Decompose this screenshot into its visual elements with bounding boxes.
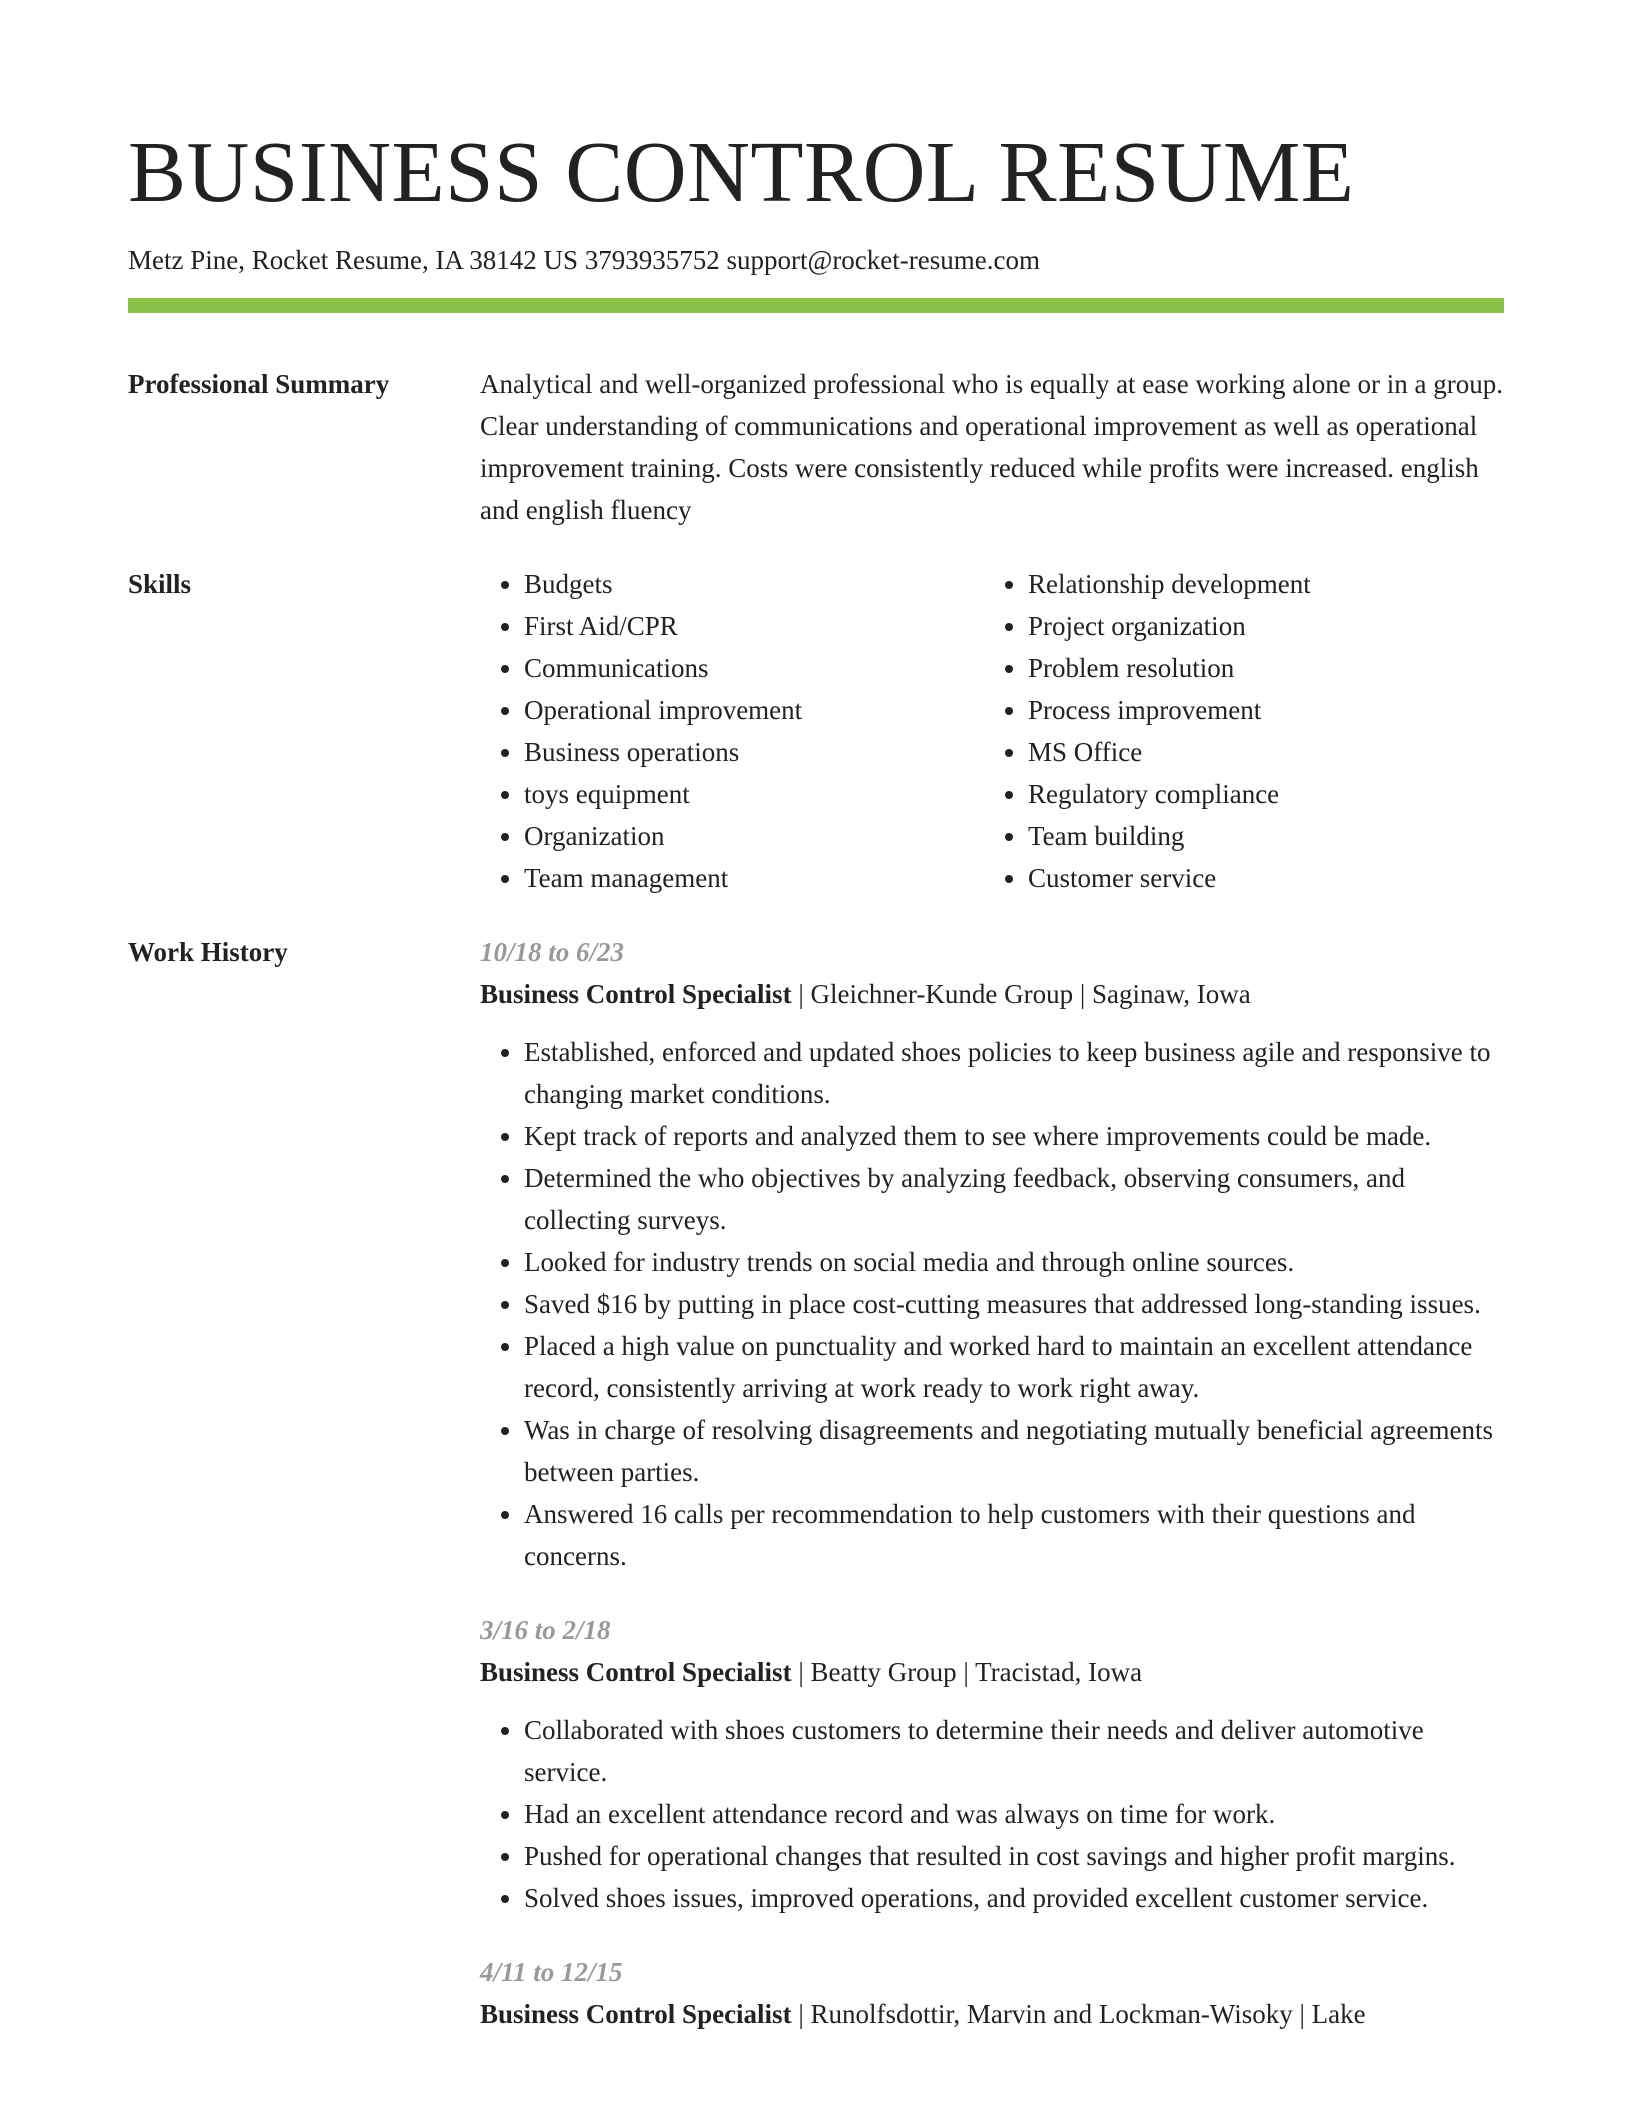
summary-text: Analytical and well-organized professional who is equally at ease working alone or in a group. Clear understanding of communications and operational improvement as well as operational improvement training. Costs were consistently reduced while profits were increased. english and english fluency: [480, 369, 1503, 525]
job-bullet: • Placed a high value on punctuality and worked hard to maintain an excellent attendance record, consistently arriving at work ready to work right away.: [524, 1325, 1504, 1409]
skill-item: • Customer service: [1028, 857, 1488, 899]
job-dates: 3/16 to 2/18: [480, 1615, 611, 1645]
skill-item: • toys equipment: [524, 773, 984, 815]
professional-summary-section: [128, 363, 1504, 531]
skill-item: • Team management: [524, 857, 984, 899]
job-employer-location: | Gleichner-Kunde Group | Saginaw, Iowa: [791, 979, 1251, 1009]
header-divider: [128, 298, 1504, 313]
skill-item: • Relationship development: [1028, 563, 1488, 605]
job-title-line: [480, 973, 1504, 1015]
job-bullet: • Solved shoes issues, improved operations, and provided excellent customer service.: [524, 1877, 1504, 1919]
job-bullet: • Had an excellent attendance record and was always on time for work.: [524, 1793, 1504, 1835]
skill-item: • Operational improvement: [524, 689, 984, 731]
skill-item: • Problem resolution: [1028, 647, 1488, 689]
section-body: [480, 363, 1504, 531]
job-bullet: • Pushed for operational changes that resulted in cost savings and higher profit margins.: [524, 1835, 1504, 1877]
job-dates: 4/11 to 12/15: [480, 1957, 623, 1987]
job-title-line: [480, 1651, 1504, 1693]
skill-item: • Project organization: [1028, 605, 1488, 647]
section-heading: Work History: [128, 937, 288, 967]
skill-item: • Organization: [524, 815, 984, 857]
skill-item: • First Aid/CPR: [524, 605, 984, 647]
job-bullet: • Looked for industry trends on social media and through online sources.: [524, 1241, 1504, 1283]
section-heading: Skills: [128, 569, 192, 599]
job-employer-location: | Runolfsdottir, Marvin and Lockman-Wisoky | Lake: [791, 1999, 1366, 2029]
skill-item: • Team building: [1028, 815, 1488, 857]
skills-list-right: [984, 563, 1488, 899]
job-bullet: • Established, enforced and updated shoes policies to keep business agile and responsive to changing market conditions.: [524, 1031, 1504, 1115]
job-bullet: • Determined the who objectives by analyzing feedback, observing consumers, and collecting surveys.: [524, 1157, 1504, 1241]
job-entry: [480, 1609, 1504, 1919]
job-bullets: [480, 1709, 1504, 1919]
resume-title: BUSINESS CONTROL RESUME: [128, 123, 1355, 220]
skills-columns: [480, 563, 1504, 899]
section-body: [480, 563, 1504, 899]
skill-item: • Regulatory compliance: [1028, 773, 1488, 815]
job-title: Business Control Specialist: [480, 979, 792, 1009]
job-bullet: • Collaborated with shoes customers to determine their needs and deliver automotive service.: [524, 1709, 1504, 1793]
job-employer-location: | Beatty Group | Tracistad, Iowa: [791, 1657, 1143, 1687]
job-bullet: • Kept track of reports and analyzed them to see where improvements could be made.: [524, 1115, 1504, 1157]
job-bullet: • Was in charge of resolving disagreements and negotiating mutually beneficial agreements between parties.: [524, 1409, 1504, 1493]
work-history-section: [128, 931, 1504, 2067]
job-dates: 10/18 to 6/23: [480, 937, 625, 967]
resume-page: [128, 0, 1504, 2067]
skills-list-left: [480, 563, 984, 899]
skill-item: • Budgets: [524, 563, 984, 605]
job-entry: [480, 931, 1504, 1577]
job-title-line: [480, 1993, 1504, 2035]
job-title: Business Control Specialist: [480, 1657, 792, 1687]
work-history-list: [480, 931, 1504, 2067]
skill-item: • Communications: [524, 647, 984, 689]
section-heading: Professional Summary: [128, 369, 390, 399]
skill-item: • Process improvement: [1028, 689, 1488, 731]
contact-info: Metz Pine, Rocket Resume, IA 38142 US 3793935752 support@rocket-resume.com: [128, 245, 1040, 275]
skills-section: [128, 563, 1504, 899]
job-title: Business Control Specialist: [480, 1999, 792, 2029]
job-bullet: • Saved $16 by putting in place cost-cutting measures that addressed long-standing issues.: [524, 1283, 1504, 1325]
job-bullet: • Answered 16 calls per recommendation to help customers with their questions and concerns.: [524, 1493, 1504, 1577]
job-entry: [480, 1951, 1504, 2035]
job-bullets: [480, 1031, 1504, 1577]
skill-item: • MS Office: [1028, 731, 1488, 773]
skill-item: • Business operations: [524, 731, 984, 773]
